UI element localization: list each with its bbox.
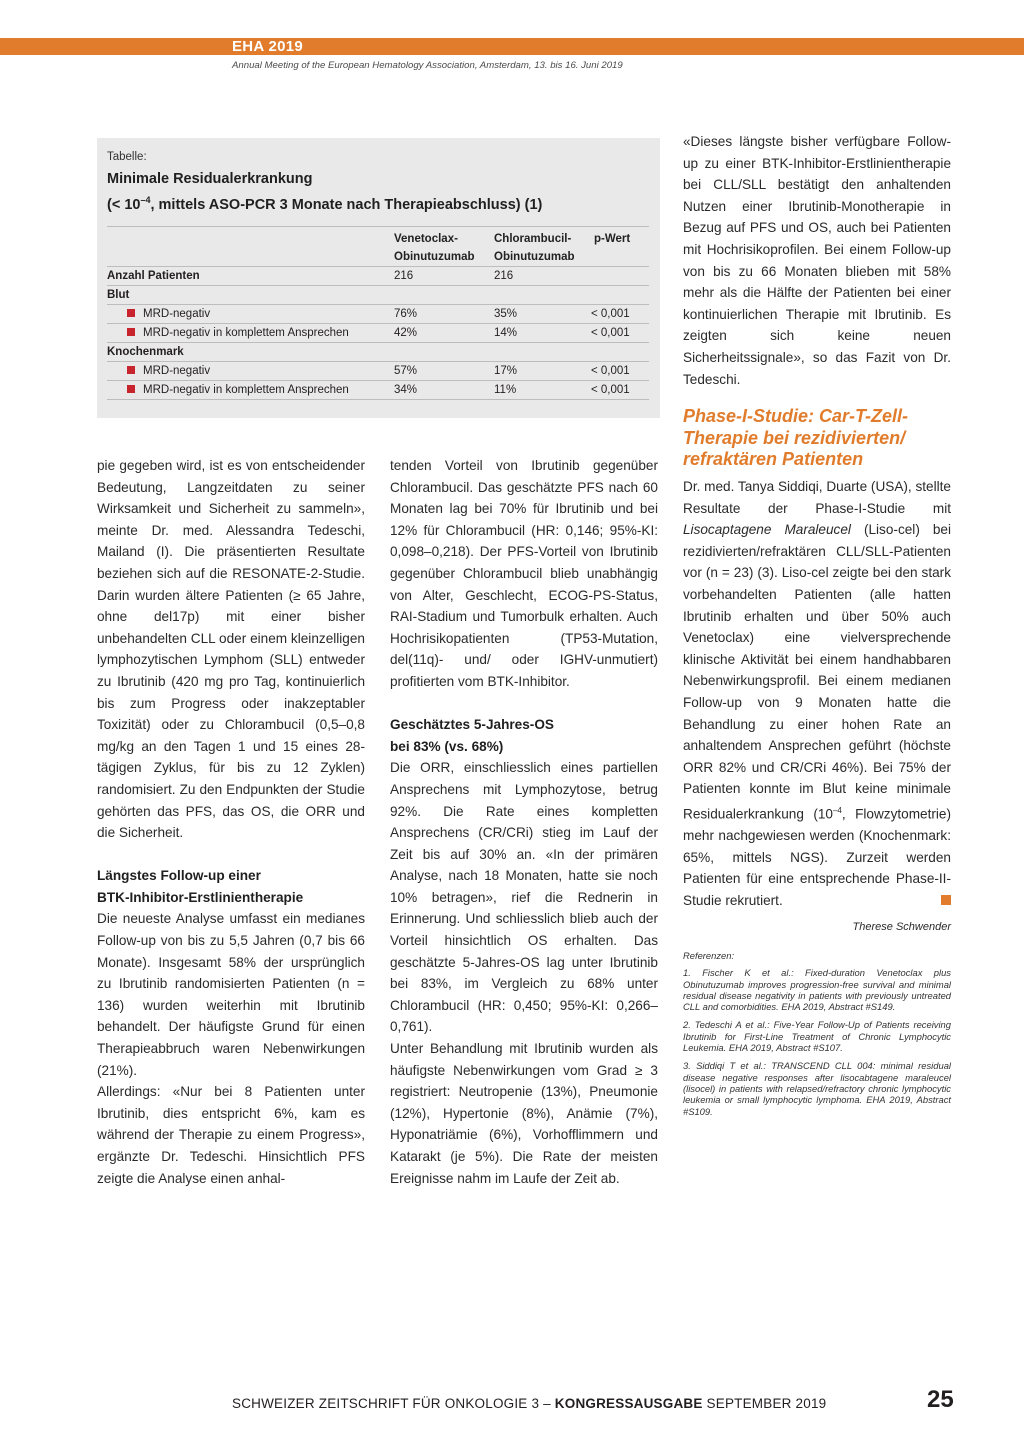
cell-value: 11% xyxy=(494,384,517,396)
footer-text: SEPTEMBER 2019 xyxy=(702,1396,827,1411)
table-row xyxy=(107,343,649,361)
article-column-2 xyxy=(390,455,658,1189)
cell-value: 35% xyxy=(494,308,518,320)
article-column-1 xyxy=(97,455,365,1189)
cell-p-value: < 0,001 xyxy=(591,327,630,339)
paragraph xyxy=(683,476,951,911)
page-number: 25 xyxy=(927,1386,954,1413)
column-header-chlorambucil-line2: Obinutuzumab xyxy=(494,251,575,263)
column-header-venetoclax-line1: Venetoclax- xyxy=(394,233,458,245)
cell-value: 34% xyxy=(394,384,418,396)
bullet-square-icon xyxy=(127,328,135,336)
journal-section-title: EHA 2019 xyxy=(232,38,304,55)
section-heading xyxy=(390,714,658,757)
reference-item: 3. Siddiqi T et al.: TRANSCEND CLL 004: minimal residual disease negative responses after lisocabtagene maraleucel (lisocel) in patients with relapsed/refractory chronic lymphocytic leukemia or small lymphocytic lymphoma. EHA 2019, Abstract #S109. xyxy=(683,1060,951,1117)
row-label-text: MRD-negativ xyxy=(143,308,211,320)
cell-value: 216 xyxy=(494,270,514,282)
table-row xyxy=(107,324,649,342)
table-title-sup: –4 xyxy=(140,195,151,205)
table-caption: Tabelle: xyxy=(107,151,147,163)
paragraph: Allerdings: «Nur bei 8 Patienten unter Ibrutinib, dies entspricht 6%, kam es während der Therapie zu einem Progress», ergänzte Dr. Tedeschi. Hinsichtlich PFS zeigte die Analyse einen anhal- xyxy=(97,1084,365,1186)
table-title-pre: (< 10 xyxy=(107,196,141,213)
table-box xyxy=(97,138,660,418)
bullet-square-icon xyxy=(127,309,135,317)
section-heading-orange: Phase-I-Studie: Car-T-Zell-Therapie bei rezidivierten/ refraktären Patienten xyxy=(683,406,909,469)
paragraph-text: Dr. med. Tanya Siddiqi, Duarte (USA), stellte Resultate der Phase-I-Studie mit xyxy=(683,479,951,516)
column-header-venetoclax xyxy=(394,230,475,266)
reference-item: 2. Tedeschi A et al.: Five-Year Follow-Up of Patients receiving Ibrutinib for First-Line Treatment of Chronic Lymphocytic Leukemia. EHA 2019, Abstract #S107. xyxy=(683,1019,951,1054)
section-heading-line2: BTK-Inhibitor-Erstlinientherapie xyxy=(97,889,304,905)
column-header-p-value: p-Wert xyxy=(594,233,631,245)
article-column-3-bottom xyxy=(683,476,951,935)
cell-value: 17% xyxy=(494,365,518,377)
row-section-label: Blut xyxy=(107,289,130,301)
end-mark-icon xyxy=(941,895,951,905)
column-header-chlorambucil-line1: Chlorambucil- xyxy=(494,233,572,245)
meeting-subtitle: Annual Meeting of the European Hematology Association, Amsterdam, 13. bis 16. Juni 2019 xyxy=(232,60,623,71)
paragraph: «Dieses längste bisher verfügbare Follow-up zu einer BTK-Inhibitor-Erstlinientherapie bei CLL/SLL bestätigt den anhaltenden Nutzen einer Ibrutinib-Monotherapie in Bezug auf PFS und OS, auch bei Patienten mit Hochrisikoprofilen. Bei einem Follow-up von bis zu 66 Monaten blieben mit 58% mehr als die Hälfte der Patienten bei einer kontinuierlichen Therapie mit Ibrutinib. Es zeigten sich keine neuen Sicherheitssignale», so das Fazit von Dr. Tedeschi. xyxy=(683,134,951,387)
article-column-3-top xyxy=(683,131,951,390)
cell-value: 57% xyxy=(394,365,418,377)
cell-p-value: < 0,001 xyxy=(591,384,630,396)
table-title-post: , mittels ASO-PCR 3 Monate nach Therapieabschluss) (1) xyxy=(150,196,543,213)
drug-name: Lisocaptagene Maraleucel xyxy=(683,522,851,538)
cell-value: 42% xyxy=(394,327,418,339)
table-row xyxy=(107,267,649,285)
row-label: Anzahl Patienten xyxy=(107,270,200,282)
cell-value: 76% xyxy=(394,308,418,320)
table-row xyxy=(107,362,649,380)
table-title-line2 xyxy=(107,190,647,216)
paragraph: Unter Behandlung mit Ibrutinib wurden als häufigste Nebenwirkungen vom Grad ≥ 3 registriert: Neutropenie (13%), Pneumonie (12%), Hypertonie (8%), Anämie (7%), Hyponatriämie (6%), Vorhofflimmern und Katarakt (je 5%). Die Rate der meisten Ereignisse nahm im Laufe der Zeit ab. xyxy=(390,1041,658,1186)
section-heading-line1: Geschätztes 5-Jahres-OS xyxy=(390,717,554,733)
footer-journal-line xyxy=(232,1396,826,1411)
table-row xyxy=(107,286,649,304)
superscript: –4 xyxy=(832,805,842,815)
footer-text-bold: KONGRESSAUSGABE xyxy=(554,1396,703,1411)
references-title: Referenzen: xyxy=(683,950,735,961)
row-label xyxy=(127,324,349,342)
paragraph: tenden Vorteil von Ibrutinib gegenüber Chlorambucil. Das geschätzte PFS nach 60 Monaten lag bei 70% für Ibrutinib und bei 12% für Chlorambucil (HR: 0,146; 95%-KI: 0,098–0,218). Der PFS-Vorteil von Ibrutinib gegenüber Chlorambucil blieb unabhängig von Alter, Geschlecht, ECOG-PS-Status, RAI-Stadium und Tumorbulk erhalten. Auch Hochrisikopatienten (TP53-Mutation, del(11q)- und/ oder IGHV-unmutiert) profitierten vom BTK-Inhibitor. xyxy=(390,458,658,689)
row-label-text: MRD-negativ in komplettem Ansprechen xyxy=(143,384,349,396)
cell-p-value: < 0,001 xyxy=(591,308,630,320)
paragraph-text: (Liso-cel) bei rezidivierten/refraktären CLL/SLL-Patienten vor (n = 23) (3). Liso-cel zeigte bei den stark vorbehandelten Patienten (alle hatten Ibrutinib erhalten und über 50% auch Venetoclax) eine vielversprechende klinische Aktivität bei einem handhabbaren Nebenwirkungsprofil. Bei einem medianen Follow-up von 9 Monaten hatte die Behandlung zu einer hohen Rate an anhaltendem Ansprechen geführt (höchste ORR 82% und CR/CRi 46%). Bei 75% der Patienten konnte im Blut keine minimale Residualerkrankung (10 xyxy=(683,522,951,822)
table-row xyxy=(107,381,649,399)
reference-item: 1. Fischer K et al.: Fixed-duration Venetoclax plus Obinutuzumab improves progression-free survival and minimal residual disease negativity in patients with previously untreated CLL and comorbidities. EHA 2019, Abstract #S149. xyxy=(683,967,951,1013)
paragraph-text: , Flowzytometrie) mehr nachgewiesen werden (Knochenmark: 65%, mittels NGS). Zurzeit werden Patienten für eine entsprechende Phase-II-Studie rekrutiert. xyxy=(683,806,951,908)
paragraph: pie gegeben wird, ist es von entscheidender Bedeutung, Langzeitdaten zu seiner Wirksamkeit und Sicherheit zu sammeln», meinte Dr. med. Alessandra Tedeschi, Mailand (I). Die präsentierten Resultate beziehen sich auf die RESONATE-2-Studie. Darin wurden ältere Patienten (≥ 65 Jahre, ohne del17p) mit einer bisher unbehandelten CLL oder einem kleinzelligen lymphozytischen Lymphom (SLL) entweder zu Ibrutinib (420 mg pro Tag, kontinuierlich bis zum Progress oder inakzeptabler Toxizität) oder zu Chlorambucil (0,5–0,8 mg/kg an den Tagen 1 und 15 eines 28-tägigen Zyklus, für bis zu 12 Zyklen) randomisiert. Zu den Endpunkten der Studie gehörten das PFS, das OS, die ORR und die Sicherheit. xyxy=(97,458,365,841)
header-band xyxy=(0,38,1024,55)
footer-text: SCHWEIZER ZEITSCHRIFT FÜR ONKOLOGIE 3 – xyxy=(232,1396,555,1411)
row-section-label: Knochenmark xyxy=(107,346,184,358)
paragraph: Die ORR, einschliesslich eines partiellen Ansprechens mit Lymphozytose, betrug 92%. Die Rate eines kompletten Ansprechens (CR/CRi) stieg im Lauf der Zeit bis auf 30% an. «In der primären Analyse, nach 18 Monaten, hatte sie noch 10% betragen», rief die Rednerin in Erinnerung. Und schliesslich blieb auch der Vorteil hinsichtlich OS erhalten. Das geschätzte 5-Jahres-OS lag unter Ibrutinib bei 83%, im Vergleich zu 68% unter Chlorambucil (HR: 0,450; 95%-KI: 0,266–0,761). xyxy=(390,760,658,1035)
cell-value: 216 xyxy=(394,270,414,282)
section-heading xyxy=(97,865,365,908)
section-heading-line1: Längstes Follow-up einer xyxy=(97,868,261,884)
table-row xyxy=(107,305,649,323)
table-title xyxy=(107,169,647,216)
row-label xyxy=(127,305,210,323)
paragraph: Die neueste Analyse umfasst ein medianes Follow-up von bis zu 5,5 Jahren (0,7 bis 66 Monate). Insgesamt 58% der ursprünglich zu Ibrutinib randomisierten Patienten (n = 136) wurden weiterhin mit Ibrutinib behandelt. Der häufigste Grund für einen Therapieabbruch waren Nebenwirkungen (21%). xyxy=(97,911,365,1078)
author-name: Therese Schwender xyxy=(852,921,951,934)
row-label xyxy=(127,381,349,399)
cell-p-value: < 0,001 xyxy=(591,365,630,377)
table-rule xyxy=(107,226,649,227)
cell-value: 14% xyxy=(494,327,518,339)
column-header-venetoclax-line2: Obinutuzumab xyxy=(394,251,475,263)
bullet-square-icon xyxy=(127,366,135,374)
column-header-chlorambucil xyxy=(494,230,575,266)
table-rule xyxy=(107,399,649,400)
bullet-square-icon xyxy=(127,385,135,393)
references xyxy=(683,950,951,1124)
row-label xyxy=(127,362,210,380)
section-heading-line2: bei 83% (vs. 68%) xyxy=(390,738,504,754)
table-title-line1: Minimale Residualerkrankung xyxy=(107,171,313,187)
row-label-text: MRD-negativ in komplettem Ansprechen xyxy=(143,327,349,339)
row-label-text: MRD-negativ xyxy=(143,365,211,377)
